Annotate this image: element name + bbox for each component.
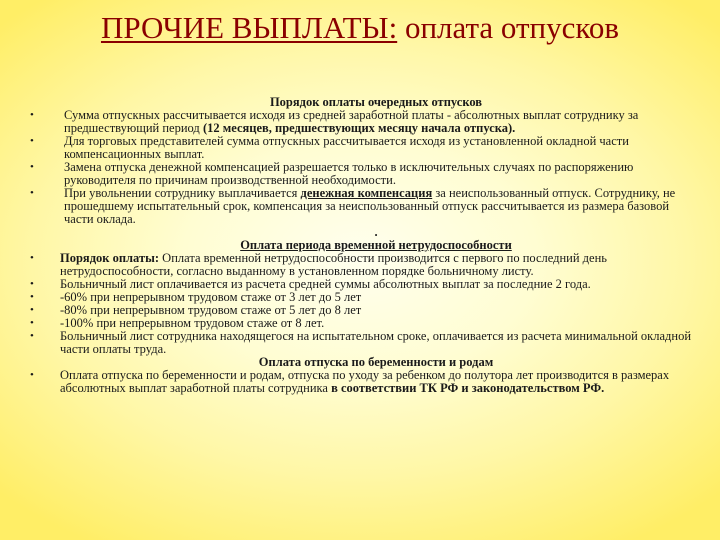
- list-item: [30, 160, 692, 187]
- item-text: -60% при непрерывном трудовом стаже от 3 лет до 5 лет: [60, 290, 362, 304]
- list-item: [30, 134, 692, 161]
- slide-content: [30, 95, 692, 395]
- bullet-icon: •: [30, 252, 34, 264]
- bullet-icon: •: [30, 109, 34, 121]
- item-text: -80% при непрерывном трудовом стаже от 5 лет до 8 лет: [60, 303, 362, 317]
- item-text: Сумма отпускных рассчитывается исходя из средней заработной платы - абсолютных выплат сотруднику за предшествующий период: [64, 108, 639, 135]
- list-item: [30, 368, 692, 395]
- section-heading-maternity: Оплата отпуска по беременности и родам: [258, 355, 494, 369]
- list-item: [30, 329, 692, 356]
- item-text: Больничный лист сотрудника находящегося на испытательном сроке, оплачивается из расчета минимальной окладной части оплаты труда.: [60, 329, 692, 356]
- item-text: Оплата отпуска по беременности и родам, отпуска по уходу за ребенком до полутора лет производится в размерах абсолютных выплат заработной платы сотрудника: [60, 368, 670, 395]
- list-item: [30, 186, 692, 226]
- list-item: [30, 251, 692, 278]
- list-item: [30, 108, 692, 135]
- item-label: Порядок оплаты:: [60, 251, 160, 265]
- bullet-icon: •: [30, 304, 34, 316]
- item-text-bold: (12 месяцев, предшествующих месяцу начала отпуска).: [202, 121, 516, 135]
- bullet-icon: •: [30, 187, 34, 199]
- separator-dot: .: [374, 225, 378, 239]
- item-text: Замена отпуска денежной компенсацией разрешается только в исключительных случаях по распоряжению руководителя по причинам производственной необходимости.: [64, 160, 634, 187]
- bullet-icon: •: [30, 161, 34, 173]
- item-text: Для торговых представителей сумма отпускных рассчитывается исходя из установленной окладной части компенсационных выплат.: [64, 134, 629, 161]
- item-text-bold: в соответствии ТК РФ и законодательством РФ.: [331, 381, 605, 395]
- item-text: Оплата временной нетрудоспособности производится с первого по последний день нетрудоспособности, согласно выданному в установленном порядке больничному листу.: [60, 251, 607, 278]
- title-main: ПРОЧИЕ ВЫПЛАТЫ:: [100, 10, 398, 45]
- bullet-icon: •: [30, 317, 34, 329]
- item-text: При увольнении сотруднику выплачивается: [64, 186, 301, 200]
- section-heading-sick-leave: Оплата периода временной нетрудоспособности: [240, 238, 512, 252]
- bullet-icon: •: [30, 135, 34, 147]
- item-text: Больничный лист оплачивается из расчета средней суммы абсолютных выплат за последние 2 года.: [60, 277, 591, 291]
- item-text: за неиспользованный отпуск. Сотруднику, не прошедшему испытательный срок, компенсация за неиспользованный отпуск рассчитывается из размера базовой части оклада.: [64, 186, 676, 226]
- bullet-icon: •: [30, 330, 34, 342]
- bullet-icon: •: [30, 369, 34, 381]
- title-sub: оплата отпусков: [404, 10, 620, 45]
- item-text: -100% при непрерывном трудовом стаже от 8 лет.: [60, 316, 325, 330]
- item-text-bold: денежная компенсация: [300, 186, 433, 200]
- bullet-icon: •: [30, 278, 34, 290]
- section-heading-vacation: Порядок оплаты очередных отпусков: [269, 95, 483, 109]
- slide-title: [0, 10, 720, 46]
- bullet-icon: •: [30, 291, 34, 303]
